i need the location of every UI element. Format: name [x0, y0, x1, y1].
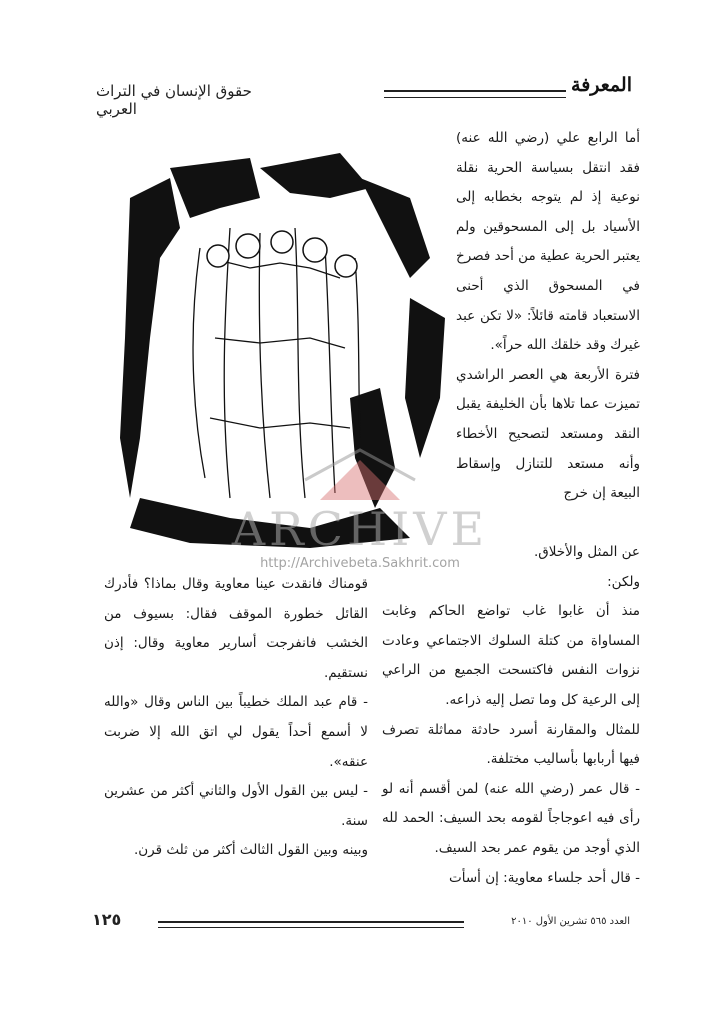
article-column-right-bottom: [382, 538, 640, 893]
paragraph: ولكن:: [607, 573, 640, 590]
header-divider: [384, 90, 566, 98]
issue-label: العدد ٥٦٥ تشرين الأول ٢٠١٠: [511, 916, 630, 927]
paragraph: - ليس بين القول الأول والثاني أكثر من عشرين سنة.: [104, 783, 368, 829]
article-column-right-top: [456, 124, 640, 509]
paragraph: فترة الأربعة هي العصر الراشدي تميزت عما تلاها بأن الخليفة يقبل النقد ومستعد لتصحيح الأخطاء وأنه مستعد للتنازل وإسقاط البيعة إن خرج: [456, 366, 640, 502]
paragraph: - قام عبد الملك خطيباً بين الناس وقال «والله لا أسمع أحداً يقول لي اتق الله إلا ضربت عنقه».: [104, 694, 368, 770]
paragraph: للمثال والمقارنة أسرد حادثة مماثلة تصرف فيها أربابها بأساليب مختلفة.: [382, 721, 640, 768]
paragraph: منذ أن غابوا غاب تواضع الحاكم وغابت المساواة من كتلة السلوك الاجتماعي وعادت نزوات النفس فاكتسحت الجميع من الراعي إلى الرعية كل وما تصل إليه ذراعه.: [382, 603, 640, 708]
magazine-logo-text: المعرفة: [571, 74, 632, 96]
paragraph: عن المثل والأخلاق.: [533, 544, 640, 560]
footer-divider: [158, 921, 464, 928]
paragraph: وبينه وبين القول الثالث أكثر من ثلث قرن.: [133, 842, 368, 859]
paragraph: - قال عمر (رضي الله عنه) لمن أقسم أنه لو رأى فيه اعوجاجاً لقومه بحد السيف: الحمد لله الذي أوجد من يقوم عمر بحد السيف.: [382, 780, 640, 856]
ink-illustration: [110, 138, 450, 558]
article-column-left: [104, 570, 368, 866]
magazine-logo: [572, 74, 632, 102]
watermark-url: http://Archivebeta.Sakhrit.com: [260, 556, 460, 571]
paragraph: - قال أحد جلساء معاوية: إن أسأت: [449, 869, 640, 886]
page-number: ١٢٥: [92, 910, 122, 929]
running-header-title: حقوق الإنسان في التراث العربي: [96, 82, 252, 118]
paragraph: أما الرابع علي (رضي الله عنه) فقد انتقل بسياسة الحرية نقلة نوعية إذ لم يتوجه بخطابه إلى الأسياد بل إلى المسحوقين ولم يعتبر الحرية عطية من أحد فصرخ في المسحوق الذي أحنى الاستعباد قامته قائلاً: «لا تكن عبد غيرك وقد خلقك الله حراً».: [456, 130, 640, 354]
watermark-text: ARCHIVE: [231, 502, 489, 556]
paragraph: قومناك فانقدت عينا معاوية وقال بماذا؟ فأدرك القائل خطورة الموقف فقال: بسيوف من الخشب فانفرجت أسارير معاوية وقال: إذن نستقيم.: [104, 576, 368, 681]
